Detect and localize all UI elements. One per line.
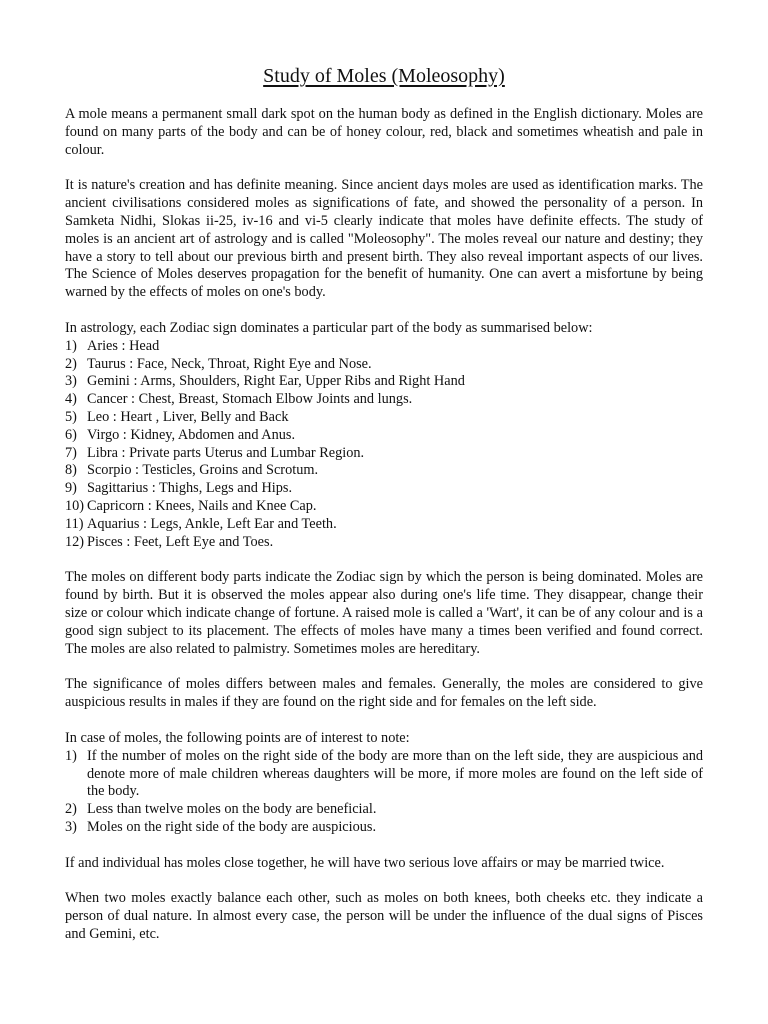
- list-item: [65, 801, 703, 819]
- list-text: Leo : Heart , Liver, Belly and Back: [87, 408, 289, 425]
- points-intro: In case of moles, the following points are of interest to note:: [65, 729, 410, 746]
- page-title: Study of Moles (Moleosophy): [263, 65, 505, 87]
- list-item: [65, 373, 703, 391]
- list-item: [65, 391, 703, 409]
- list-text: Less than twelve moles on the body are beneficial.: [87, 801, 377, 818]
- list-number: 7): [65, 444, 77, 461]
- list-item: [65, 462, 703, 480]
- list-text: Sagittarius : Thighs, Legs and Hips.: [87, 480, 293, 497]
- list-item: [65, 427, 703, 445]
- list-item: [65, 356, 703, 374]
- list-text: Pisces : Feet, Left Eye and Toes.: [87, 533, 274, 550]
- body-parts-paragraph: The moles on different body parts indicate the Zodiac sign by which the person is being dominated. Moles are found by birth. But it is observed the moles appear also during one's life time. They disappear, change their size or colour which indicate change of fortune. A raised mole is called a 'Wart', it can be of any colour and is a good sign subject to its placement. The effects of moles have many a times been verified and found correct. The moles are also related to palmistry. Sometimes moles are hereditary.: [65, 569, 703, 657]
- zodiac-list: [65, 338, 703, 552]
- list-number: 3): [65, 818, 77, 835]
- list-number: 3): [65, 373, 77, 390]
- list-number: 9): [65, 480, 77, 497]
- list-number: 6): [65, 426, 77, 443]
- intro-paragraph: A mole means a permanent small dark spot on the human body as defined in the English dictionary. Moles are found on many parts of the body and can be of honey colour, red, black and sometimes wheatish and pale in colour.: [65, 106, 703, 158]
- list-number: 5): [65, 408, 77, 425]
- list-number: 2): [65, 355, 77, 372]
- list-number: 1): [65, 747, 77, 764]
- list-text: Scorpio : Testicles, Groins and Scrotum.: [87, 462, 319, 479]
- list-number: 8): [65, 462, 77, 479]
- document-page: [65, 64, 703, 962]
- history-paragraph: It is nature's creation and has definite meaning. Since ancient days moles are used as identification marks. The ancient civilisations considered moles as significations of fate, and showed the personality of a person. In Samketa Nidhi, Slokas ii-25, iv-16 and vi-5 clearly indicate that moles have definite effects. The study of moles is an ancient art of astrology and is called "Moleosophy". The moles reveal our nature and destiny; they have a story to tell about our previous birth and present birth. They also reveal important aspects of our lives. The Science of Moles deserves propagation for the benefit of humanity. One can avert a misfortune by being warned by the effects of moles on one's body.: [65, 177, 703, 301]
- list-number: 4): [65, 391, 77, 408]
- list-number: 1): [65, 337, 77, 354]
- zodiac-intro: In astrology, each Zodiac sign dominates a particular part of the body as summarised below:: [65, 319, 593, 336]
- list-item: [65, 534, 703, 552]
- list-item: [65, 445, 703, 463]
- list-text: Capricorn : Knees, Nails and Knee Cap.: [87, 497, 317, 514]
- gender-paragraph: The significance of moles differs between males and females. Generally, the moles are considered to give auspicious results in males if they are found on the right side and for females on the left side.: [65, 676, 703, 711]
- list-text: Virgo : Kidney, Abdomen and Anus.: [87, 426, 296, 443]
- list-text: Cancer : Chest, Breast, Stomach Elbow Joints and lungs.: [87, 391, 413, 408]
- list-number: 12): [65, 533, 85, 550]
- list-item: [65, 338, 703, 356]
- list-text: Moles on the right side of the body are auspicious.: [87, 818, 377, 835]
- list-number: 2): [65, 801, 77, 818]
- points-list: [65, 748, 703, 837]
- list-text: Aries : Head: [87, 337, 160, 354]
- list-item: [65, 748, 703, 801]
- list-number: 10): [65, 497, 85, 514]
- list-text: Libra : Private parts Uterus and Lumbar Region.: [87, 444, 365, 461]
- list-item: [65, 819, 703, 837]
- list-text: If the number of moles on the right side of the body are more than on the left side, they are auspicious and denote more of male children whereas daughters will be more, if more moles are found on the left side of the body.: [87, 747, 703, 800]
- list-number: 11): [65, 515, 84, 532]
- list-text: Aquarius : Legs, Ankle, Left Ear and Teeth.: [87, 515, 337, 532]
- list-item: [65, 409, 703, 427]
- list-text: Gemini : Arms, Shoulders, Right Ear, Upper Ribs and Right Hand: [87, 373, 465, 390]
- list-item: [65, 516, 703, 534]
- close-moles-paragraph: If and individual has moles close together, he will have two serious love affairs or may be married twice.: [65, 854, 665, 871]
- list-text: Taurus : Face, Neck, Throat, Right Eye and Nose.: [87, 355, 372, 372]
- list-item: [65, 498, 703, 516]
- dual-nature-paragraph: When two moles exactly balance each other, such as moles on both knees, both cheeks etc. they indicate a person of dual nature. In almost every case, the person will be under the influence of the dual signs of Pisces and Gemini, etc.: [65, 890, 703, 943]
- list-item: [65, 480, 703, 498]
